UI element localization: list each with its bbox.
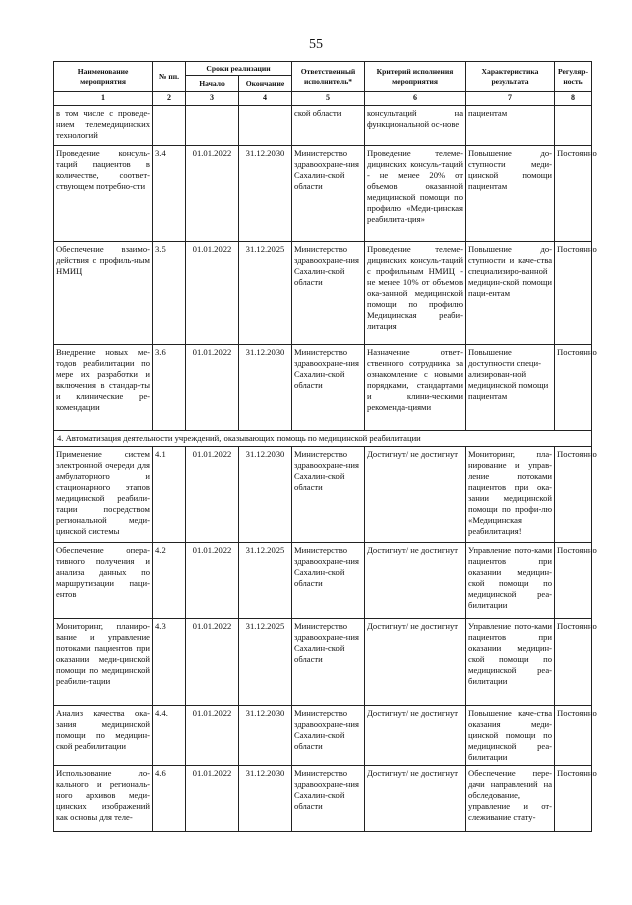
table-row xyxy=(54,145,592,241)
header-period: Сроки реализации xyxy=(186,62,292,76)
cell-criterion: Достигнут/ не достигнут xyxy=(365,618,466,705)
cell-end: 31.12.2030 xyxy=(239,705,292,765)
cell-name: Обеспечение опера-тивного получения и анализа данных по маршрутизации паци-ентов xyxy=(54,542,153,618)
cell-regularity: Постоянно xyxy=(555,446,592,542)
col-number: 8 xyxy=(555,92,592,105)
cell-result: Мониторинг, пла-нирование и управ-ление потоками пациентов при ока-зании медицинской помощи по профи-лю «Медицинская реабилитация! xyxy=(466,446,555,542)
table-row xyxy=(54,344,592,430)
cell-responsible: Министерство здравоохране-ния Сахалин-ской области xyxy=(292,344,365,430)
cell-end xyxy=(239,105,292,145)
header-responsible: Ответственный исполнитель* xyxy=(292,62,365,92)
cell-num: 4.2 xyxy=(153,542,186,618)
header-name: Наименование мероприятия xyxy=(54,62,153,92)
cell-regularity: Постоянно xyxy=(555,145,592,241)
cell-regularity: Постоянно xyxy=(555,618,592,705)
cell-end: 31.12.2030 xyxy=(239,446,292,542)
cell-responsible: Министерство здравоохране-ния Сахалин-ской области xyxy=(292,241,365,344)
cell-name: Мониторинг, планиро-вание и управление потоками пациентов при оказании меди-цинской помощи по медицинской реабили-тации xyxy=(54,618,153,705)
cell-responsible: Министерство здравоохране-ния Сахалин-ской области xyxy=(292,145,365,241)
cell-name: Применение систем электронной очереди для амбулаторного и стационарного этапов медицинской реабили-тации посредством региональной меди-цинской системы xyxy=(54,446,153,542)
cell-result: Обеспечение пере-дачи направлений на обследование, управление и от-слеживание стату- xyxy=(466,765,555,831)
cell-end: 31.12.2030 xyxy=(239,765,292,831)
cell-end: 31.12.2025 xyxy=(239,542,292,618)
cell-criterion: Достигнут/ не достигнут xyxy=(365,446,466,542)
cell-end: 31.12.2030 xyxy=(239,344,292,430)
cell-result: Управление пото-ками пациентов при оказании медицин-ской помощи по медицинской реа-билитации xyxy=(466,542,555,618)
cell-criterion: Проведение телеме-дицинских консуль-таций с профильным НМИЦ - не менее 10% от объемов ока-занной медицинской помощи по профилю Медицинская реаби-литация xyxy=(365,241,466,344)
cell-responsible: ской области xyxy=(292,105,365,145)
cell-criterion: Проведение телеме-дицинских консуль-таций - не менее 20% от объемов оказанной медицинской помощи по профилю «Меди-цинская реабилита-ция» xyxy=(365,145,466,241)
table-row xyxy=(54,105,592,145)
header-end: Окончание xyxy=(239,76,292,92)
cell-start: 01.01.2022 xyxy=(186,145,239,241)
cell-num xyxy=(153,105,186,145)
cell-start xyxy=(186,105,239,145)
header-criterion: Критерий исполнения мероприятия xyxy=(365,62,466,92)
cell-end: 31.12.2025 xyxy=(239,241,292,344)
cell-start: 01.01.2022 xyxy=(186,765,239,831)
cell-name: в том числе с проведе-нием телемедицинских технологий xyxy=(54,105,153,145)
col-number: 6 xyxy=(365,92,466,105)
cell-regularity xyxy=(555,105,592,145)
table-row xyxy=(54,705,592,765)
cell-start: 01.01.2022 xyxy=(186,705,239,765)
cell-end: 31.12.2025 xyxy=(239,618,292,705)
cell-responsible: Министерство здравоохране-ния Сахалин-ской области xyxy=(292,542,365,618)
section-title: 4. Автоматизация деятельности учреждений, оказывающих помощь по медицинской реабилитации xyxy=(54,430,592,446)
cell-responsible: Министерство здравоохране-ния Сахалин-ской области xyxy=(292,705,365,765)
col-number: 5 xyxy=(292,92,365,105)
cell-num: 4.4. xyxy=(153,705,186,765)
cell-num: 3.4 xyxy=(153,145,186,241)
table-row xyxy=(54,542,592,618)
cell-result: Повышение каче-ства оказания меди-цинской помощи по медицинской реа-билитации xyxy=(466,705,555,765)
table-row xyxy=(54,446,592,542)
cell-start: 01.01.2022 xyxy=(186,344,239,430)
cell-regularity: Постоянно xyxy=(555,765,592,831)
table-row xyxy=(54,241,592,344)
cell-name: Внедрение новых ме-тодов реабилитации по мере их разработки и включения в стандар-ты и клинические ре-комендации xyxy=(54,344,153,430)
cell-num: 4.3 xyxy=(153,618,186,705)
col-number: 7 xyxy=(466,92,555,105)
cell-start: 01.01.2022 xyxy=(186,446,239,542)
cell-name: Использование ло-кального и региональ-ного архивов меди-цинских изображений как основы для теле- xyxy=(54,765,153,831)
section-row xyxy=(54,430,592,446)
header-result: Характеристика результата xyxy=(466,62,555,92)
cell-name: Проведение консуль-таций пациентов в количестве, соответ-ствующем потребно-сти xyxy=(54,145,153,241)
page-number: 55 xyxy=(309,37,323,52)
cell-responsible: Министерство здравоохране-ния Сахалин-ской области xyxy=(292,765,365,831)
cell-responsible: Министерство здравоохране-ния Сахалин-ской области xyxy=(292,618,365,705)
cell-criterion: Достигнут/ не достигнут xyxy=(365,765,466,831)
cell-result: Повышение до-ступности меди-цинской помощи пациентам xyxy=(466,145,555,241)
cell-start: 01.01.2022 xyxy=(186,241,239,344)
cell-name: Обеспечение взаимо-действия с профиль-ным НМИЦ xyxy=(54,241,153,344)
cell-result: Повышение доступности специ-ализирован-ной медицинской помощи пациентам xyxy=(466,344,555,430)
cell-regularity: Постоянно xyxy=(555,705,592,765)
col-number: 4 xyxy=(239,92,292,105)
col-number: 2 xyxy=(153,92,186,105)
cell-regularity: Постоянно xyxy=(555,344,592,430)
cell-num: 3.5 xyxy=(153,241,186,344)
cell-criterion: Достигнут/ не достигнут xyxy=(365,705,466,765)
col-number: 1 xyxy=(54,92,153,105)
cell-result: Управление пото-ками пациентов при оказании медицин-ской помощи по медицинской реа-билитации xyxy=(466,618,555,705)
table-row xyxy=(54,618,592,705)
cell-start: 01.01.2022 xyxy=(186,542,239,618)
col-number: 3 xyxy=(186,92,239,105)
table-row xyxy=(54,765,592,831)
cell-criterion: Назначение ответ-ственного сотрудника за ознакомление с новыми порядками, стандартами и клини-ческими рекоменда-циями xyxy=(365,344,466,430)
header-num: № пп. xyxy=(153,62,186,92)
cell-regularity: Постоянно xyxy=(555,542,592,618)
cell-criterion: консультаций на функциональной ос-нове xyxy=(365,105,466,145)
cell-num: 3.6 xyxy=(153,344,186,430)
cell-responsible: Министерство здравоохране-ния Сахалин-ской области xyxy=(292,446,365,542)
activities-table xyxy=(53,61,597,832)
cell-result: пациентам xyxy=(466,105,555,145)
header-regularity: Регуляр-ность xyxy=(555,62,592,92)
cell-name: Анализ качества ока-зания медицинской помощи по медицин-ской реабилитации xyxy=(54,705,153,765)
cell-num: 4.1 xyxy=(153,446,186,542)
cell-result: Повышение до-ступности и каче-ства специализиро-ванной медицин-ской помощи паци-ентам xyxy=(466,241,555,344)
cell-num: 4.6 xyxy=(153,765,186,831)
cell-regularity: Постоянно xyxy=(555,241,592,344)
cell-end: 31.12.2030 xyxy=(239,145,292,241)
cell-criterion: Достигнут/ не достигнут xyxy=(365,542,466,618)
header-start: Начало xyxy=(186,76,239,92)
cell-start: 01.01.2022 xyxy=(186,618,239,705)
